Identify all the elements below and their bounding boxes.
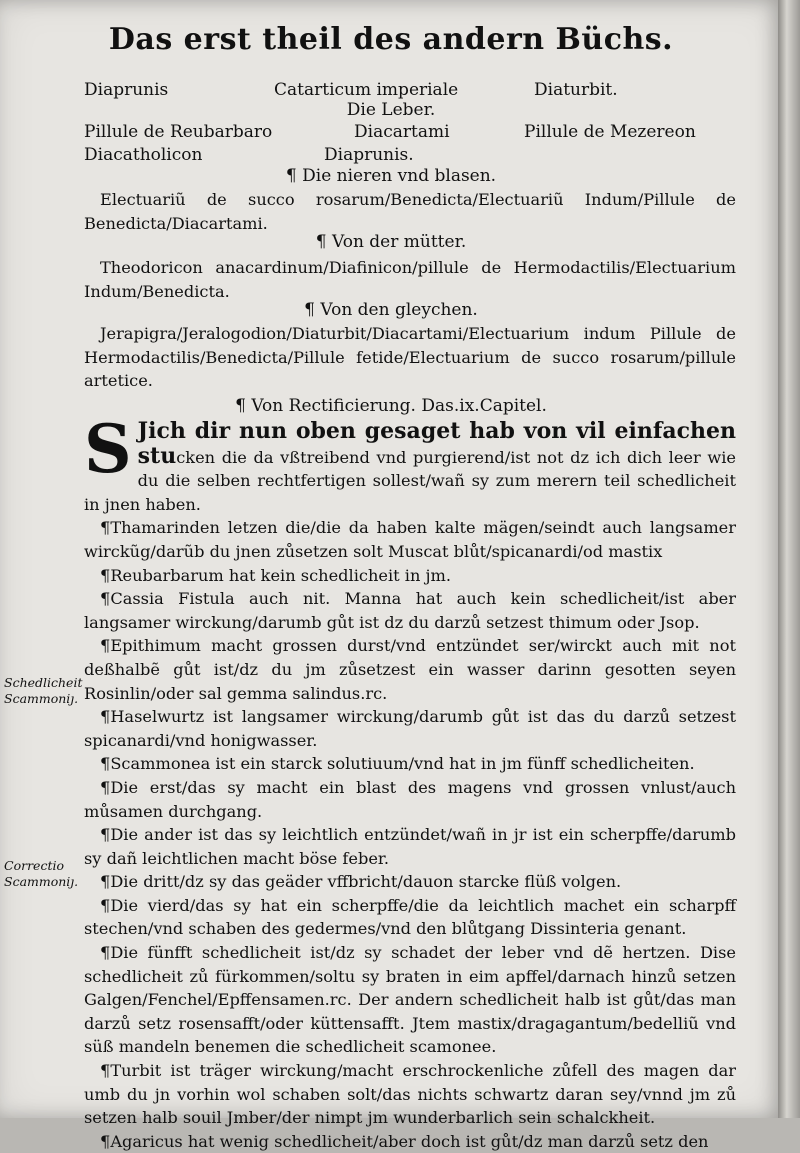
pilcrow-icon: ¶: [315, 232, 327, 252]
section-heading-nieren: ¶ Die nieren vnd blasen.: [285, 166, 497, 186]
paragraph-mutter: Theodoricon anacardinum/Diafinicon/pillule de Hermodactilis/Electuarium Indum/Benedicta.: [84, 258, 736, 301]
remedy-item: Pillule de Reubarbaro: [84, 122, 273, 142]
paragraph-agaricus: ¶Agaricus hat wenig schedlicheit/aber doch ist gůt/dz man darzů setz den: [100, 1131, 709, 1151]
remedy-item: Pillule de Mezereon: [524, 122, 696, 142]
remedy-item: Diacartami: [354, 122, 450, 142]
drop-cap: S: [84, 410, 132, 488]
section-heading-mutter: ¶ Von der mütter.: [315, 232, 467, 252]
pilcrow-icon: ¶: [100, 943, 111, 963]
paragraph-haselwurtz: ¶Haselwurtz ist langsamer wirckung/darumb gůt ist das du darzů setzest spicanardi/vnd honigwasser.: [84, 707, 736, 750]
remedy-item: Diaprunis: [84, 80, 169, 100]
section-heading-gleychen: ¶ Von den gleychen.: [304, 300, 478, 320]
pilcrow-icon: ¶: [235, 396, 246, 416]
pilcrow-icon: ¶: [285, 166, 297, 186]
paragraph-scammonea: ¶Scammonea ist ein starck solutiuum/vnd hat in jm fünff schedlicheiten.: [100, 754, 695, 774]
pilcrow-icon: ¶: [100, 895, 111, 915]
paragraph-vierd: ¶Die vierd/das sy hat ein scherpffe/die da leichtlich machet ein scharpff stechen/vnd schaben des gedermes/vnd den blůtgang Dissinteria genant.: [84, 895, 736, 939]
remedy-item: Diacatholicon: [84, 145, 203, 165]
pilcrow-icon: ¶: [100, 777, 111, 797]
paragraph: ¶Epithimum macht grossen durst/vnd entzündet ser/wirckt auch mit not deßhalbẽ gůt ist/dz du jm zůsetzest ein wasser darinn gesotten seyen Rosinlin/oder sal gemma salindus.rc.: [84, 636, 736, 703]
remedy-item: Catarticum imperiale: [274, 80, 459, 100]
remedy-item: Diaprunis.: [324, 145, 414, 165]
chapter-body: [84, 410, 736, 1153]
paragraph-turbit: ¶Turbit ist träger wirckung/macht erschrockenliche zůfell des magen dar umb du jn vorhin wol schaben solt/das nichts schwartz daran sey/vnnd jm zů setzen halb souil Jmber/der nimpt jm wunderbarlich sein schalckheit.: [84, 1061, 736, 1128]
margin-note-correctio: Correctio Scammoniȷ.: [4, 858, 79, 889]
paragraph-dritt: ¶Die dritt/dz sy das geäder vffbricht/dauon starcke flüß volgen.: [100, 872, 622, 892]
paragraph: ¶Thamarinden letzen die/die da haben kalte mägen/seindt auch langsamer wirckũg/darũb du jnen zůsetzen solt Muscat blůt/spicanardi/od mastix: [84, 518, 736, 561]
paragraph: ¶Cassia Fistula auch nit. Manna hat auch kein schedlicheit/ist aber langsamer wirckung/darumb gůt ist dz du darzů setzest thimum oder Jsop.: [84, 589, 736, 632]
pilcrow-icon: ¶: [100, 589, 111, 609]
pilcrow-icon: ¶: [100, 707, 111, 727]
paragraph-fünfft: ¶Die fünfft schedlicheit ist/dz sy schadet der leber vnd dẽ hertzen. Dise schedlicheit zů fürkommen/soltu sy braten in eim apffel/darnach hinzů setzen Galgen/Fenchel/Epffensamen.rc. Der andern schedlicheit halb ist gůt/das man darzů setz rosensafft/oder küttensafft. Jtem mastix/dragagantum/bedelliũ vnd süß mandeln benemen die schedlicheit scamonee.: [84, 943, 736, 1057]
pilcrow-icon: ¶: [100, 825, 111, 845]
pilcrow-icon: ¶: [100, 872, 111, 892]
remedy-row-2: [84, 122, 744, 146]
pilcrow-icon: ¶: [304, 300, 315, 320]
page-title: Das erst theil des andern Büchs.: [108, 22, 674, 57]
pilcrow-icon: ¶: [100, 1061, 111, 1081]
pilcrow-icon: ¶: [100, 518, 111, 538]
pilcrow-icon: ¶: [100, 636, 111, 656]
margin-note-schedlicheit: Schedlicheit Scammoniȷ.: [4, 675, 83, 706]
pilcrow-icon: ¶: [100, 565, 111, 585]
pilcrow-icon: ¶: [100, 1131, 111, 1151]
chapter-heading: ¶ Von Rectificierung. Das.ix.Capitel.: [235, 396, 547, 416]
paragraph: ¶Reubarbarum hat kein schedlicheit in jm.: [100, 565, 452, 585]
paragraph-nieren: Electuariũ de succo rosarum/Benedicta/Electuariũ Indum/Pillule de Benedicta/Diacartami.: [84, 190, 736, 233]
page-edge: [778, 0, 800, 1118]
remedy-item: Diaturbit.: [534, 80, 618, 100]
chapter-intro: S Jich dir nun oben gesaget hab von vil einfachen stucken die da vßtreibend vnd purgierend/ist not dz ich dich leer wie du die selben rechtfertigen sollest/wañ sy zum merern teil schedlicheit in jnen haben.: [84, 410, 736, 514]
pilcrow-icon: ¶: [100, 754, 111, 774]
section-heading-leber: Die Leber.: [346, 100, 436, 120]
paragraph-gleychen: Jerapigra/Jeralogodion/Diaturbit/Diacartami/Electuarium indum Pillule de Hermodactilis/Benedicta/Pillule fetide/Electuarium de succo rosarum/pillule artetice.: [84, 324, 736, 391]
paragraph-erst: ¶Die erst/das sy macht ein blast des magens vnd grossen vnlust/auch můsamen durchgang.: [84, 777, 736, 821]
paragraph-ander: ¶Die ander ist das sy leichtlich entzündet/wañ in jr ist ein scherpffe/darumb sy dañ leichtlichen macht böse feber.: [84, 825, 736, 868]
